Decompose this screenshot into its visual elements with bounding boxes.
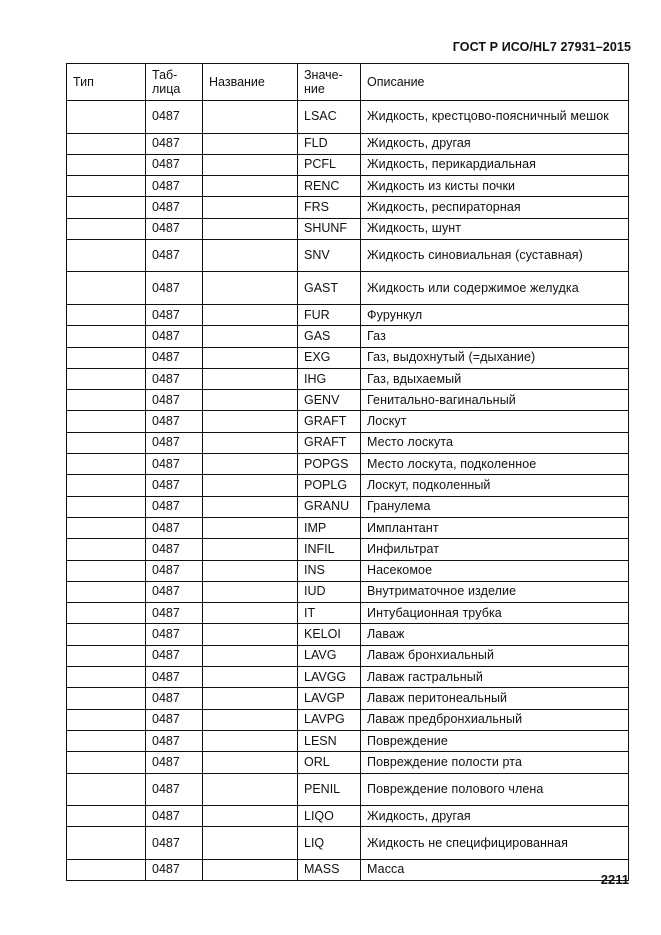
- table-row: [67, 827, 629, 860]
- table-row: [67, 667, 629, 688]
- cell-description: Лаваж гастральный: [361, 667, 629, 688]
- cell-name: [203, 581, 298, 602]
- cell-name: [203, 667, 298, 688]
- cell-description: Место лоскута, подколенное: [361, 454, 629, 475]
- cell-type: [67, 347, 146, 368]
- cell-type: [67, 496, 146, 517]
- cell-name: [203, 368, 298, 389]
- table-header-row: [67, 64, 629, 101]
- cell-type: [67, 218, 146, 239]
- cell-name: [203, 859, 298, 880]
- cell-table: 0487: [146, 390, 203, 411]
- cell-type: [67, 539, 146, 560]
- cell-value: PCFL: [298, 154, 361, 175]
- cell-value: IHG: [298, 368, 361, 389]
- cell-value: FRS: [298, 197, 361, 218]
- cell-table: 0487: [146, 176, 203, 197]
- code-table: [66, 63, 629, 881]
- cell-table: 0487: [146, 101, 203, 134]
- col-header-value: Значе- ние: [298, 64, 361, 101]
- cell-type: [67, 517, 146, 538]
- cell-name: [203, 539, 298, 560]
- cell-name: [203, 272, 298, 305]
- cell-type: [67, 411, 146, 432]
- table-row: [67, 603, 629, 624]
- cell-value: LSAC: [298, 101, 361, 134]
- cell-name: [203, 752, 298, 773]
- cell-value: RENC: [298, 176, 361, 197]
- table-row: [67, 272, 629, 305]
- cell-value: IUD: [298, 581, 361, 602]
- table-row: [67, 304, 629, 325]
- cell-description: Фурункул: [361, 304, 629, 325]
- cell-name: [203, 326, 298, 347]
- table-row: [67, 773, 629, 806]
- cell-description: Жидкость синовиальная (суставная): [361, 239, 629, 272]
- cell-value: GAST: [298, 272, 361, 305]
- cell-type: [67, 730, 146, 751]
- cell-value: INFIL: [298, 539, 361, 560]
- table-row: [67, 624, 629, 645]
- cell-description: Масса: [361, 859, 629, 880]
- table-row: [67, 326, 629, 347]
- cell-table: 0487: [146, 624, 203, 645]
- cell-name: [203, 624, 298, 645]
- cell-name: [203, 154, 298, 175]
- cell-table: 0487: [146, 496, 203, 517]
- cell-table: 0487: [146, 347, 203, 368]
- cell-type: [67, 133, 146, 154]
- cell-table: 0487: [146, 197, 203, 218]
- cell-value: KELOI: [298, 624, 361, 645]
- table-row: [67, 517, 629, 538]
- table-row: [67, 806, 629, 827]
- cell-description: Насекомое: [361, 560, 629, 581]
- table-row: [67, 539, 629, 560]
- cell-value: LIQ: [298, 827, 361, 860]
- cell-description: Лаваж перитонеальный: [361, 688, 629, 709]
- cell-description: Жидкость, шунт: [361, 218, 629, 239]
- cell-description: Лаваж: [361, 624, 629, 645]
- cell-description: Внутриматочное изделие: [361, 581, 629, 602]
- cell-type: [67, 304, 146, 325]
- table-row: [67, 688, 629, 709]
- cell-name: [203, 133, 298, 154]
- cell-name: [203, 496, 298, 517]
- cell-type: [67, 688, 146, 709]
- cell-table: 0487: [146, 773, 203, 806]
- cell-name: [203, 827, 298, 860]
- cell-table: 0487: [146, 645, 203, 666]
- table-row: [67, 752, 629, 773]
- cell-type: [67, 176, 146, 197]
- cell-type: [67, 859, 146, 880]
- cell-type: [67, 560, 146, 581]
- cell-table: 0487: [146, 154, 203, 175]
- cell-description: Интубационная трубка: [361, 603, 629, 624]
- table-row: [67, 432, 629, 453]
- cell-table: 0487: [146, 239, 203, 272]
- cell-table: 0487: [146, 539, 203, 560]
- cell-value: IT: [298, 603, 361, 624]
- cell-table: 0487: [146, 454, 203, 475]
- cell-type: [67, 197, 146, 218]
- col-header-type: Тип: [67, 64, 146, 101]
- cell-name: [203, 454, 298, 475]
- table-row: [67, 496, 629, 517]
- cell-value: LAVPG: [298, 709, 361, 730]
- cell-table: 0487: [146, 133, 203, 154]
- table-row: [67, 560, 629, 581]
- col-header-description: Описание: [361, 64, 629, 101]
- cell-table: 0487: [146, 326, 203, 347]
- cell-type: [67, 806, 146, 827]
- cell-name: [203, 560, 298, 581]
- cell-name: [203, 475, 298, 496]
- cell-value: INS: [298, 560, 361, 581]
- cell-description: Лоскут, подколенный: [361, 475, 629, 496]
- cell-type: [67, 667, 146, 688]
- cell-type: [67, 709, 146, 730]
- table-row: [67, 709, 629, 730]
- cell-value: FLD: [298, 133, 361, 154]
- cell-value: LAVGG: [298, 667, 361, 688]
- cell-name: [203, 390, 298, 411]
- cell-table: 0487: [146, 806, 203, 827]
- cell-table: 0487: [146, 827, 203, 860]
- table-row: [67, 390, 629, 411]
- table-row: [67, 154, 629, 175]
- cell-value: GRAFT: [298, 411, 361, 432]
- table-row: [67, 645, 629, 666]
- cell-table: 0487: [146, 667, 203, 688]
- cell-value: GRANU: [298, 496, 361, 517]
- page-number: 2211: [600, 872, 629, 887]
- table-row: [67, 730, 629, 751]
- table-row: [67, 581, 629, 602]
- cell-description: Генитально-вагинальный: [361, 390, 629, 411]
- cell-description: Жидкость, другая: [361, 133, 629, 154]
- cell-table: 0487: [146, 581, 203, 602]
- cell-table: 0487: [146, 752, 203, 773]
- cell-value: IMP: [298, 517, 361, 538]
- cell-description: Гранулема: [361, 496, 629, 517]
- cell-value: MASS: [298, 859, 361, 880]
- cell-description: Повреждение: [361, 730, 629, 751]
- cell-name: [203, 645, 298, 666]
- cell-value: EXG: [298, 347, 361, 368]
- cell-name: [203, 603, 298, 624]
- cell-table: 0487: [146, 709, 203, 730]
- cell-value: ORL: [298, 752, 361, 773]
- cell-type: [67, 645, 146, 666]
- cell-name: [203, 709, 298, 730]
- cell-value: LIQO: [298, 806, 361, 827]
- cell-name: [203, 806, 298, 827]
- cell-table: 0487: [146, 218, 203, 239]
- cell-type: [67, 272, 146, 305]
- cell-name: [203, 101, 298, 134]
- cell-table: 0487: [146, 560, 203, 581]
- document-header: ГОСТ Р ИСО/HL7 27931–2015: [452, 40, 631, 54]
- cell-value: LESN: [298, 730, 361, 751]
- cell-name: [203, 432, 298, 453]
- cell-name: [203, 176, 298, 197]
- table-row: [67, 454, 629, 475]
- cell-table: 0487: [146, 411, 203, 432]
- cell-value: GAS: [298, 326, 361, 347]
- cell-description: Жидкость, респираторная: [361, 197, 629, 218]
- table-row: [67, 859, 629, 880]
- cell-description: Жидкость из кисты почки: [361, 176, 629, 197]
- cell-description: Газ, выдохнутый (=дыхание): [361, 347, 629, 368]
- cell-table: 0487: [146, 304, 203, 325]
- cell-type: [67, 454, 146, 475]
- cell-description: Лоскут: [361, 411, 629, 432]
- cell-name: [203, 773, 298, 806]
- cell-name: [203, 688, 298, 709]
- col-header-name: Название: [203, 64, 298, 101]
- cell-type: [67, 581, 146, 602]
- cell-table: 0487: [146, 517, 203, 538]
- cell-type: [67, 390, 146, 411]
- cell-description: Газ: [361, 326, 629, 347]
- cell-type: [67, 827, 146, 860]
- cell-table: 0487: [146, 688, 203, 709]
- cell-value: SNV: [298, 239, 361, 272]
- table-row: [67, 101, 629, 134]
- table-row: [67, 197, 629, 218]
- cell-type: [67, 624, 146, 645]
- cell-type: [67, 326, 146, 347]
- cell-value: LAVGP: [298, 688, 361, 709]
- cell-description: Место лоскута: [361, 432, 629, 453]
- cell-type: [67, 432, 146, 453]
- table-body: [67, 101, 629, 881]
- cell-description: Жидкость, крестцово-поясничный мешок: [361, 101, 629, 134]
- table-row: [67, 368, 629, 389]
- cell-type: [67, 603, 146, 624]
- cell-name: [203, 347, 298, 368]
- cell-value: POPGS: [298, 454, 361, 475]
- cell-type: [67, 773, 146, 806]
- cell-description: Жидкость, перикардиальная: [361, 154, 629, 175]
- cell-description: Жидкость не специфицированная: [361, 827, 629, 860]
- cell-name: [203, 411, 298, 432]
- cell-value: SHUNF: [298, 218, 361, 239]
- cell-table: 0487: [146, 475, 203, 496]
- cell-name: [203, 730, 298, 751]
- cell-description: Жидкость, другая: [361, 806, 629, 827]
- cell-type: [67, 154, 146, 175]
- cell-table: 0487: [146, 432, 203, 453]
- table-row: [67, 218, 629, 239]
- cell-name: [203, 239, 298, 272]
- cell-value: PENIL: [298, 773, 361, 806]
- cell-description: Повреждение полости рта: [361, 752, 629, 773]
- cell-value: GENV: [298, 390, 361, 411]
- cell-table: 0487: [146, 272, 203, 305]
- cell-value: POPLG: [298, 475, 361, 496]
- cell-name: [203, 304, 298, 325]
- table-row: [67, 133, 629, 154]
- cell-description: Имплантант: [361, 517, 629, 538]
- cell-type: [67, 239, 146, 272]
- cell-table: 0487: [146, 368, 203, 389]
- table-row: [67, 411, 629, 432]
- cell-description: Инфильтрат: [361, 539, 629, 560]
- col-header-table: Таб- лица: [146, 64, 203, 101]
- cell-name: [203, 517, 298, 538]
- cell-type: [67, 101, 146, 134]
- table-row: [67, 239, 629, 272]
- cell-description: Газ, вдыхаемый: [361, 368, 629, 389]
- cell-name: [203, 197, 298, 218]
- cell-name: [203, 218, 298, 239]
- cell-table: 0487: [146, 859, 203, 880]
- cell-description: Жидкость или содержимое желудка: [361, 272, 629, 305]
- cell-description: Лаваж предбронхиальный: [361, 709, 629, 730]
- cell-description: Лаваж бронхиальный: [361, 645, 629, 666]
- cell-value: GRAFT: [298, 432, 361, 453]
- cell-type: [67, 752, 146, 773]
- cell-table: 0487: [146, 730, 203, 751]
- table-row: [67, 475, 629, 496]
- cell-table: 0487: [146, 603, 203, 624]
- table-row: [67, 176, 629, 197]
- cell-value: LAVG: [298, 645, 361, 666]
- cell-value: FUR: [298, 304, 361, 325]
- cell-description: Повреждение полового члена: [361, 773, 629, 806]
- cell-type: [67, 475, 146, 496]
- table-row: [67, 347, 629, 368]
- cell-type: [67, 368, 146, 389]
